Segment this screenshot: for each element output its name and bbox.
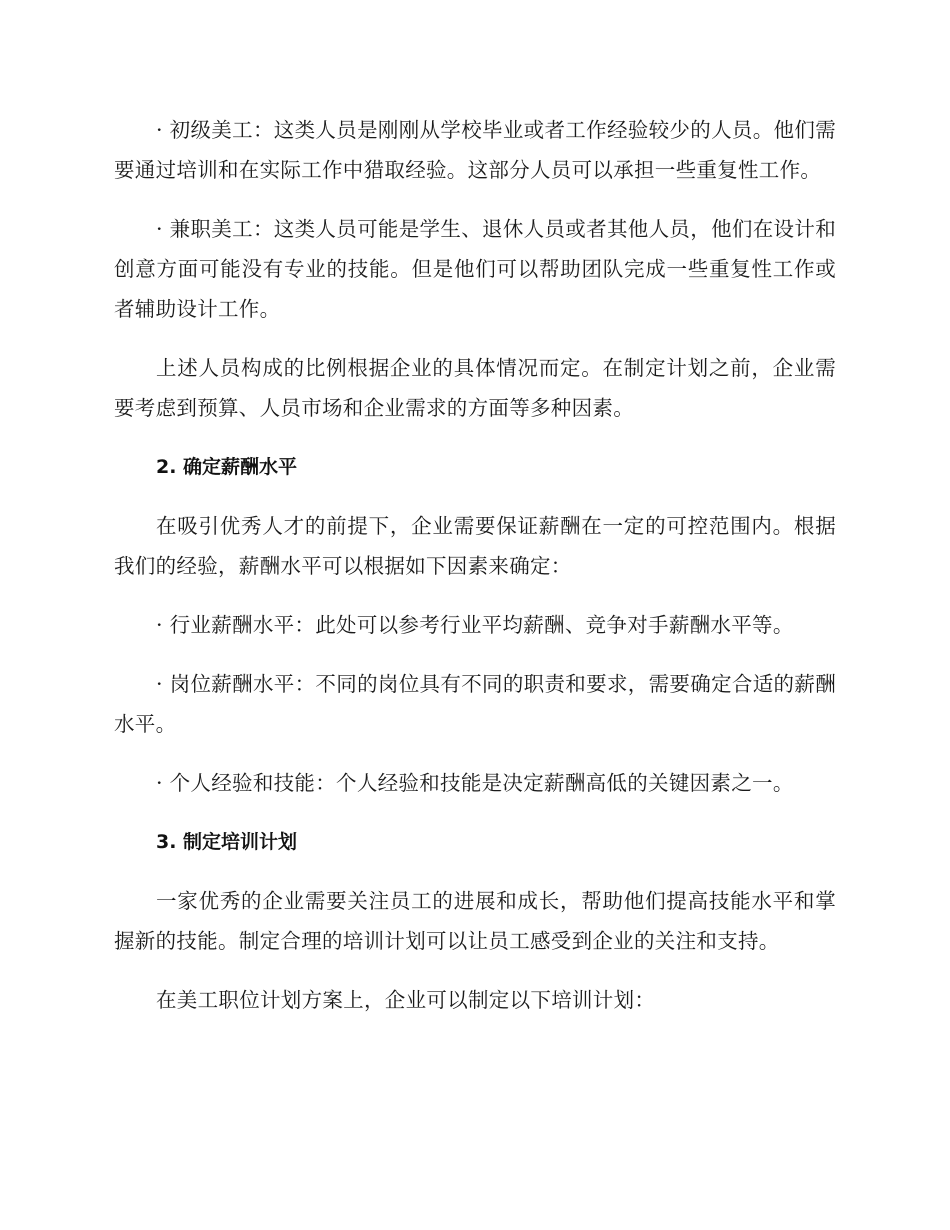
paragraph-staff-ratio: 上述人员构成的比例根据企业的具体情况而定。在制定计划之前，企业需要考虑到预算、人员市场和企业需求的方面等多种因素。: [114, 356, 836, 420]
section-heading-salary: 2. 确定薪酬水平: [156, 456, 298, 478]
bullet-part-time-artist: · 兼职美工：这类人员可能是学生、退休人员或者其他人员，他们在设计和创意方面可能没有专业的技能。但是他们可以帮助团队完成一些重复性工作或者辅助设计工作。: [114, 217, 836, 321]
bullet-industry-salary: · 行业薪酬水平：此处可以参考行业平均薪酬、竞争对手薪酬水平等。: [156, 613, 794, 637]
bullet-junior-artist: · 初级美工：这类人员是刚刚从学校毕业或者工作经验较少的人员。他们需要通过培训和在实际工作中猎取经验。这部分人员可以承担一些重复性工作。: [114, 118, 836, 182]
bullet-position-salary: · 岗位薪酬水平：不同的岗位具有不同的职责和要求，需要确定合适的薪酬水平。: [114, 672, 836, 736]
bullet-experience-skills: · 个人经验和技能：个人经验和技能是决定薪酬高低的关键因素之一。: [156, 771, 794, 795]
paragraph-training-intro: 一家优秀的企业需要关注员工的进展和成长，帮助他们提高技能水平和掌握新的技能。制定合理的培训计划可以让员工感受到企业的关注和支持。: [114, 889, 836, 953]
paragraph-training-plan: 在美工职位计划方案上，企业可以制定以下培训计划：: [156, 988, 656, 1012]
document-body: [114, 110, 836, 1039]
section-heading-training: 3. 制定培训计划: [156, 831, 298, 853]
paragraph-salary-intro: 在吸引优秀人才的前提下，企业需要保证薪酬在一定的可控范围内。根据我们的经验，薪酬水平可以根据如下因素来确定：: [114, 514, 836, 578]
